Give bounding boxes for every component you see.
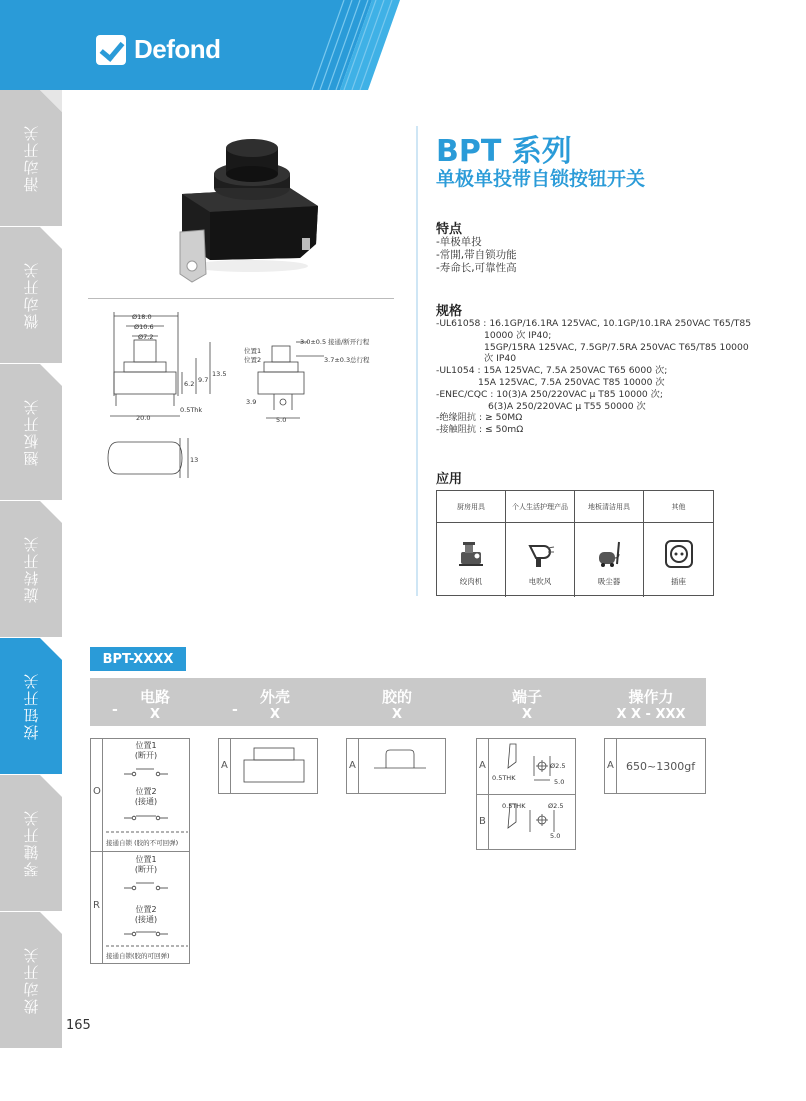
dim-label: Ø2.5	[548, 802, 564, 810]
sidebar-tab-slide-switch[interactable]	[0, 90, 62, 226]
code-column-cap	[352, 678, 442, 726]
spec-line: -绝缘阻抗 : ≥ 50MΩ	[436, 412, 523, 424]
application-item	[644, 523, 713, 597]
terminal-drawings	[490, 740, 574, 848]
option-letter: O	[93, 786, 101, 797]
sidebar-tab-piano-key-switch[interactable]	[0, 775, 62, 911]
spec-line: 6(3)A 250/220VAC µ T55 50000 次	[488, 400, 646, 412]
sidebar-tab-label: 微动开关	[22, 261, 41, 329]
features-list	[436, 236, 517, 275]
code-dash: -	[112, 702, 118, 718]
position-label: 位置2	[135, 787, 157, 796]
meat-grinder-icon	[455, 538, 487, 570]
circuit-footer: 接通自锁 (胶的不可回弹)	[106, 839, 179, 847]
specs-list	[436, 318, 751, 436]
code-column-name: 外壳	[259, 688, 290, 706]
sidebar-tab-micro-switch[interactable]	[0, 227, 62, 363]
page-header	[0, 0, 806, 90]
spec-line: -UL61058 : 16.1GP/16.1RA 125VAC, 10.1GP/10.1RA 250VAC T65/T85	[436, 318, 752, 329]
dim-label: Ø2.5	[550, 762, 566, 770]
option-letter: B	[479, 816, 486, 827]
sidebar-tab-label: 旋转开关	[22, 535, 41, 603]
code-column-name: 操作力	[628, 688, 674, 706]
feature-item: -常開,带自锁功能	[436, 249, 517, 261]
code-dash: -	[232, 702, 238, 718]
dim-label: 5.0	[554, 778, 565, 786]
ordering-code-bar	[90, 678, 706, 726]
application-label: 电吹风	[528, 577, 552, 586]
code-column-value: X	[149, 707, 161, 722]
drawing-divider	[88, 298, 394, 299]
housing-drawing	[232, 740, 316, 792]
code-column-value: X X - XXX	[616, 707, 686, 722]
vacuum-cleaner-icon	[593, 538, 625, 570]
code-column-name: 端子	[511, 688, 542, 706]
dim-label: 5.0	[550, 832, 561, 840]
position-label: 位置2	[135, 905, 157, 914]
dim-label: Ø7.2	[138, 333, 154, 341]
series-title: BPT 系列	[436, 134, 572, 169]
dim-label: 0.5Thk	[180, 406, 203, 414]
dim-label: 0.5THK	[502, 802, 526, 810]
dim-label: 3.0±0.5	[300, 338, 327, 346]
position-state: (接通)	[134, 797, 158, 806]
hair-dryer-icon	[524, 538, 556, 570]
feature-item: -单极单投	[436, 236, 482, 248]
application-label: 吸尘器	[597, 577, 621, 586]
sidebar-tab-label: 琴键开关	[22, 809, 41, 877]
option-letter: A	[221, 760, 228, 771]
application-category: 地板清洁用具	[575, 491, 644, 523]
defond-logo-icon	[96, 35, 126, 65]
features-heading: 特点	[436, 222, 463, 237]
application-item	[506, 523, 575, 597]
socket-icon	[663, 538, 695, 570]
spec-line: 10000 次 IP40;	[484, 329, 552, 341]
code-column-name: 电路	[139, 688, 170, 706]
position-label: 位置1	[135, 741, 157, 750]
applications-table	[436, 490, 714, 596]
sidebar-tab-label: 拨动开关	[22, 946, 41, 1014]
application-category: 个人生活护理产品	[506, 491, 575, 523]
dim-label: 6.2	[184, 380, 195, 388]
spec-line: -接触阻抗 : ≤ 50mΩ	[436, 424, 524, 436]
circuit-footer: 接通自锁(胶的可回弹)	[106, 952, 170, 960]
specs-heading: 规格	[436, 304, 463, 319]
dim-label: 13.5	[212, 370, 227, 378]
sidebar-tab-rocker-switch[interactable]	[0, 364, 62, 500]
option-letter: A	[349, 760, 356, 771]
application-label: 绞肉机	[459, 577, 483, 586]
option-separator	[230, 738, 231, 794]
position-label: 位置2	[244, 356, 262, 364]
dim-label: 5.0	[276, 416, 287, 424]
dim-label: 13	[190, 456, 199, 464]
option-separator	[616, 738, 617, 794]
application-category: 其他	[644, 491, 713, 523]
operating-force-value: 650~1300gf	[626, 760, 696, 773]
code-column-terminal	[482, 678, 572, 726]
application-item	[575, 523, 644, 597]
application-category: 厨房用具	[437, 491, 506, 523]
code-column-value: X	[391, 707, 403, 722]
dim-label: 3.7±0.3	[324, 356, 351, 364]
spec-line: -ENEC/CQC : 10(3)A 250/220VAC µ T85 10000 次;	[436, 388, 663, 400]
spec-line: 15GP/15RA 125VAC, 7.5GP/7.5RA 250VAC T65/T85 10000	[484, 341, 749, 353]
dim-label: 20.0	[136, 414, 151, 422]
brand-logo	[96, 34, 221, 65]
code-column-force	[596, 678, 706, 726]
option-letter: R	[93, 900, 100, 911]
cap-drawing	[360, 740, 444, 792]
category-sidebar	[0, 90, 62, 1090]
option-separator	[358, 738, 359, 794]
sidebar-tab-label: 按钮开关	[22, 672, 41, 740]
position-label: 位置1	[135, 855, 157, 864]
code-column-value: X	[521, 707, 533, 722]
brand-name: Defond	[134, 34, 221, 64]
option-letter: A	[607, 760, 614, 771]
spec-line: 次 IP40	[484, 353, 517, 365]
product-photo	[170, 134, 330, 294]
code-column-name: 胶的	[381, 688, 412, 706]
code-column-circuit	[110, 678, 200, 726]
sidebar-tab-toggle-switch[interactable]	[0, 912, 62, 1048]
position-state: (接通)	[134, 915, 158, 924]
title-divider	[416, 126, 418, 596]
dim-label: Ø10.6	[134, 323, 154, 331]
position-state: (断开)	[134, 751, 158, 760]
sidebar-tab-push-button-switch[interactable]	[0, 638, 62, 774]
spec-line: -UL1054 : 15A 125VAC, 7.5A 250VAC T65 6000 次;	[436, 365, 668, 377]
sidebar-tab-label: 翘板开关	[22, 398, 41, 466]
circuit-diagrams	[104, 738, 190, 964]
total-travel-label: 总行程	[350, 356, 370, 364]
code-column-value: X	[269, 707, 281, 722]
spec-line: 15A 125VAC, 7.5A 250VAC T85 10000 次	[478, 376, 665, 388]
code-column-housing	[230, 678, 320, 726]
series-subtitle: 单极单投带自锁按钮开关	[436, 168, 646, 190]
applications-heading: 应用	[436, 472, 463, 487]
ordering-code-tag: BPT-XXXX	[90, 647, 186, 671]
position-label: 位置1	[244, 347, 262, 355]
option-letter: A	[479, 760, 486, 771]
application-label: 插座	[671, 577, 686, 586]
feature-item: -寿命长,可靠性高	[436, 262, 517, 274]
dim-label: 3.9	[246, 398, 257, 406]
travel-label: 接通/断开行程	[328, 338, 370, 346]
application-item	[437, 523, 506, 597]
sidebar-tab-label: 滑动开关	[22, 124, 41, 192]
dim-label: 0.5THK	[492, 774, 516, 782]
dim-label: 9.7	[198, 376, 209, 384]
dim-label: Ø18.0	[132, 313, 152, 321]
dimension-drawing	[96, 306, 406, 496]
sidebar-tab-rotary-switch[interactable]	[0, 501, 62, 637]
page-number: 165	[66, 1018, 91, 1033]
position-state: (断开)	[134, 865, 158, 874]
